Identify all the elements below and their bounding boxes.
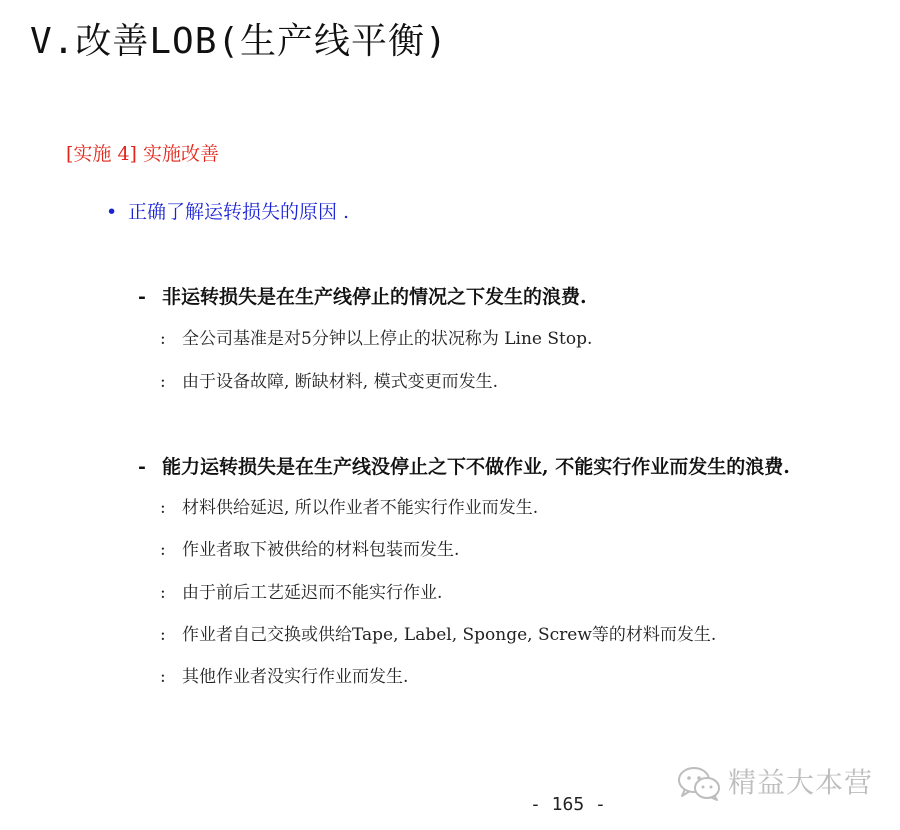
colon-marker: : <box>160 583 166 603</box>
wechat-icon <box>676 763 722 803</box>
detail-process-delay <box>160 580 442 606</box>
colon-marker: : <box>160 667 166 687</box>
detail-text: 作业者取下被供给的材料包装而发生. <box>182 540 460 560</box>
page-number: - 165 - <box>530 794 606 815</box>
colon-marker: : <box>160 625 166 645</box>
detail-text: 作业者自己交换或供给Tape, Label, Sponge, Screw等的材料而发生. <box>182 625 717 645</box>
detail-other-workers <box>160 664 408 690</box>
dash-marker: - <box>138 456 146 478</box>
colon-marker: : <box>160 329 166 349</box>
colon-marker: : <box>160 540 166 560</box>
detail-line-stop-standard <box>160 326 592 352</box>
detail-causes-equipment <box>160 369 498 395</box>
detail-material-delay <box>160 495 538 521</box>
detail-text: 由于设备故障, 断缺材料, 模式变更而发生. <box>182 372 499 392</box>
page-title: V.改善LOB(生产线平衡) <box>30 21 448 62</box>
bullet-icon: • <box>106 201 118 223</box>
detail-unpacking <box>160 537 459 563</box>
colon-marker: : <box>160 498 166 518</box>
detail-text: 其他作业者没实行作业而发生. <box>182 667 409 687</box>
watermark <box>676 758 873 808</box>
watermark-text: 精益大本营 <box>728 766 874 799</box>
section-heading-capacity-loss <box>138 453 790 481</box>
detail-material-replacement <box>160 622 716 648</box>
detail-text: 全公司基准是对5分钟以上停止的状况称为 Line Stop. <box>182 329 593 349</box>
step-heading: [实施 4] 实施改善 <box>66 143 219 165</box>
objective <box>106 198 349 226</box>
detail-text: 材料供给延迟, 所以作业者不能实行作业而发生. <box>182 498 539 518</box>
objective-text: 正确了解运转损失的原因 . <box>128 201 350 223</box>
section-heading-text: 非运转损失是在生产线停止的情况之下发生的浪费. <box>162 286 587 308</box>
detail-text: 由于前后工艺延迟而不能实行作业. <box>182 583 443 603</box>
section-heading-text: 能力运转损失是在生产线没停止之下不做作业, 不能实行作业而发生的浪费. <box>162 456 790 478</box>
dash-marker: - <box>138 286 146 308</box>
colon-marker: : <box>160 372 166 392</box>
section-heading-non-operating-loss <box>138 283 587 311</box>
